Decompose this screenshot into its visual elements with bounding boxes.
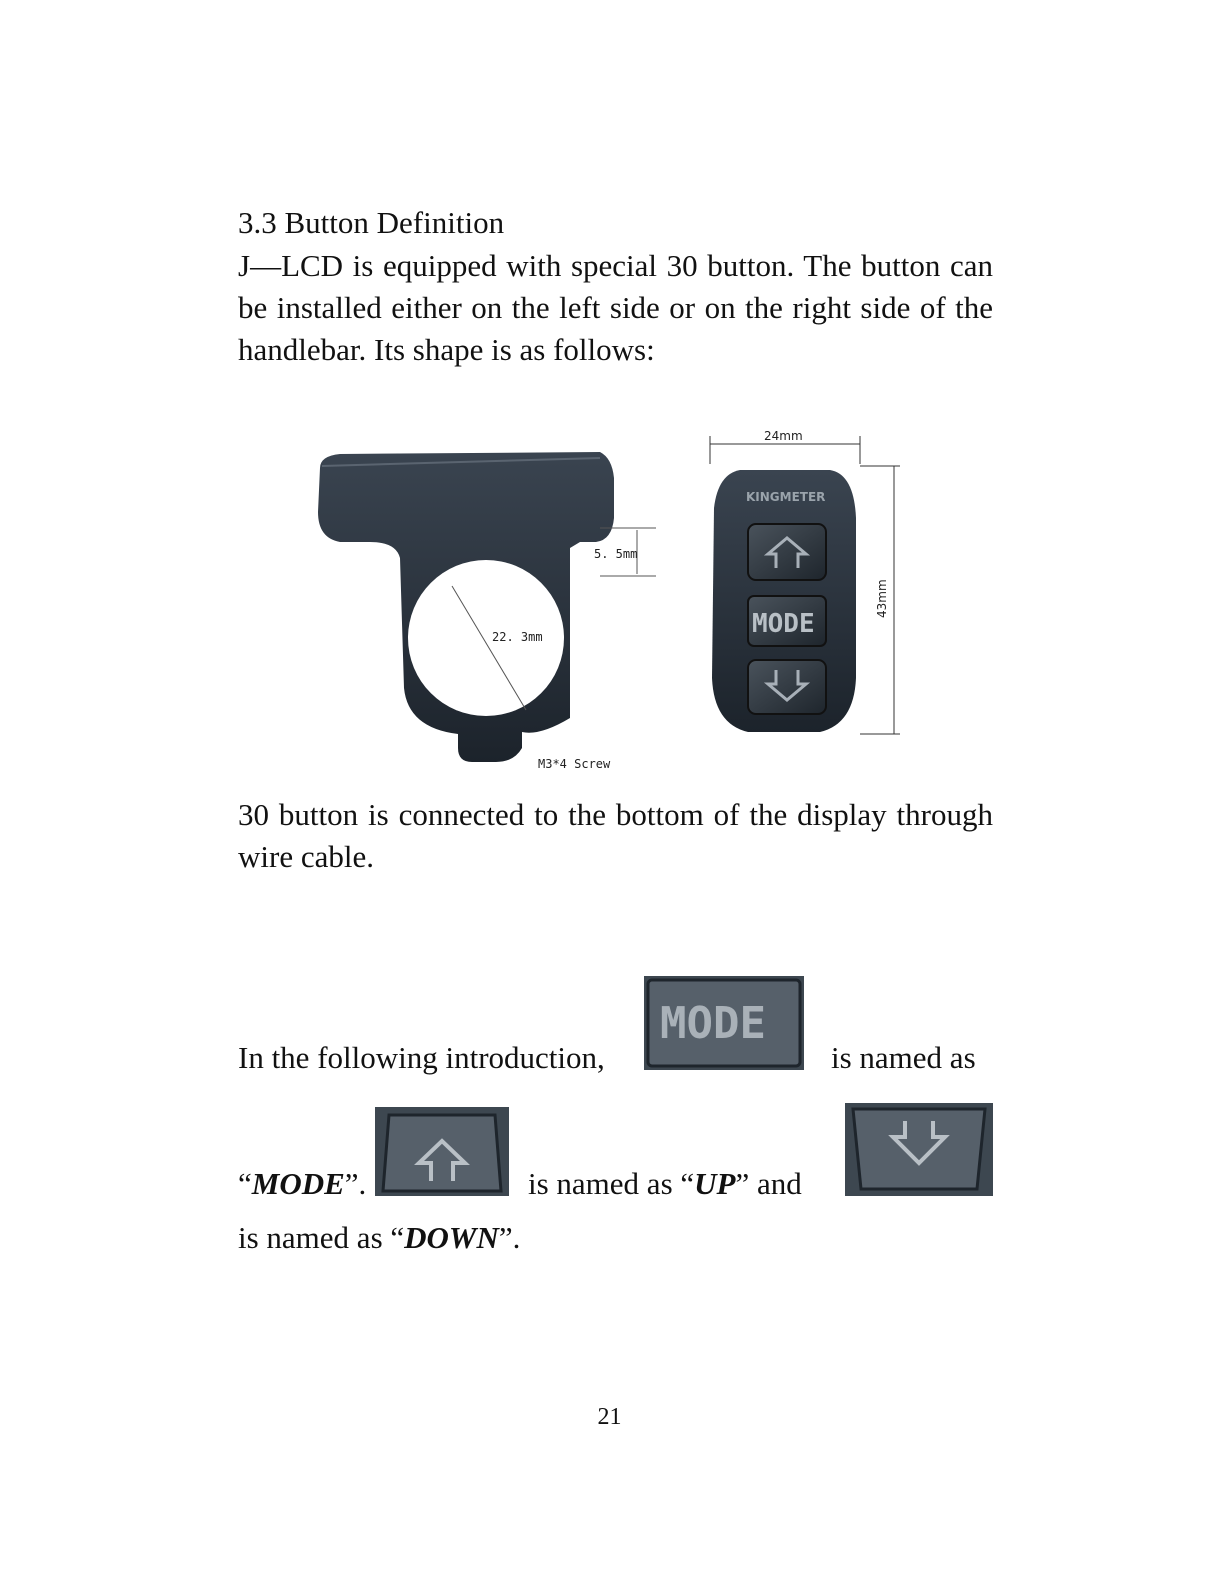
- mode-key-label: MODE: [752, 609, 815, 639]
- up-button-thumbnail: [375, 1107, 509, 1196]
- section-heading: 3.3 Button Definition: [238, 205, 505, 240]
- button-figure: [300, 418, 920, 780]
- mode-button-thumbnail: [644, 976, 804, 1070]
- screw-label: M3*4 Screw: [538, 757, 611, 771]
- down-name-text: is named as “DOWN”.: [238, 1220, 521, 1255]
- diameter-label: 22. 3mm: [492, 630, 543, 644]
- side-view: [318, 452, 656, 771]
- mode-name-text: “MODE”.: [238, 1166, 367, 1201]
- up-name: UP: [694, 1166, 736, 1201]
- up-name-text: is named as “UP” and: [528, 1166, 802, 1201]
- height-label: 43mm: [875, 579, 889, 618]
- mode-name: MODE: [251, 1166, 345, 1201]
- down-button-thumbnail: [845, 1103, 993, 1196]
- gap-label: 5. 5mm: [594, 547, 638, 561]
- naming-line-1-start: In the following introduction,: [238, 1040, 605, 1075]
- page-number: 21: [597, 1404, 622, 1430]
- connection-paragraph: 30 button is connected to the bottom of the display through wire cable.: [238, 797, 993, 874]
- down-name: DOWN: [404, 1220, 499, 1255]
- mode-thumb-label: MODE: [660, 998, 766, 1049]
- front-view: [710, 429, 900, 734]
- width-label: 24mm: [764, 429, 803, 443]
- intro-paragraph: J—LCD is equipped with special 30 button. The button can be installed either on the left side or on the right side of the handlebar. Its shape is as follows:: [238, 248, 993, 367]
- naming-line-1-end: is named as: [831, 1040, 976, 1075]
- brand-label: KINGMETER: [746, 490, 826, 504]
